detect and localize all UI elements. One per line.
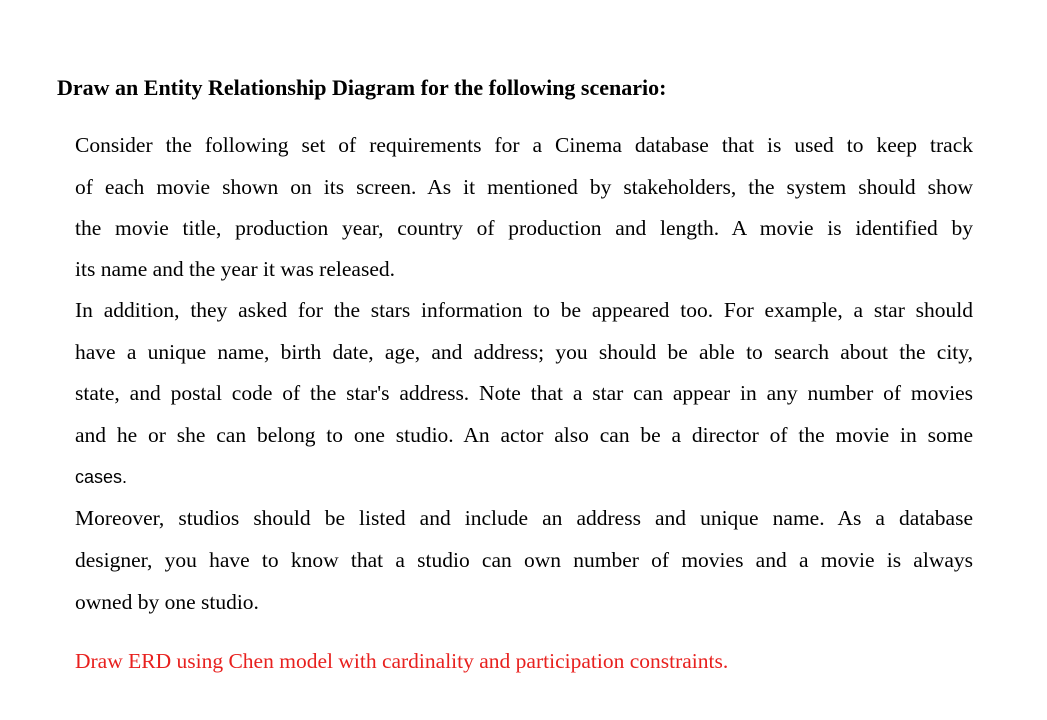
paragraph-line: and he or she can belong to one studio. An actor also can be a director of the movie in some bbox=[75, 423, 973, 447]
erd-instruction: Draw ERD using Chen model with cardinality and participation constraints. bbox=[75, 649, 729, 673]
task-heading: Draw an Entity Relationship Diagram for the following scenario: bbox=[57, 75, 667, 100]
paragraph-line: owned by one studio. bbox=[75, 590, 259, 614]
paragraph-line: its name and the year it was released. bbox=[75, 257, 395, 281]
paragraph-line: state, and postal code of the star's address. Note that a star can appear in any number of movies bbox=[75, 381, 973, 405]
paragraph-line: of each movie shown on its screen. As it mentioned by stakeholders, the system should show bbox=[75, 175, 973, 199]
paragraph-line: the movie title, production year, country of production and length. A movie is identified by bbox=[75, 216, 973, 240]
paragraph-line: designer, you have to know that a studio can own number of movies and a movie is always bbox=[75, 548, 973, 572]
paragraph-line: Moreover, studios should be listed and include an address and unique name. As a database bbox=[75, 506, 973, 530]
paragraph-line: have a unique name, birth date, age, and address; you should be able to search about the city, bbox=[75, 340, 973, 364]
paragraph-line: cases. bbox=[75, 467, 128, 487]
paragraph-line: Consider the following set of requirements for a Cinema database that is used to keep track bbox=[75, 133, 973, 157]
paragraph-line: In addition, they asked for the stars information to be appeared too. For example, a star should bbox=[75, 298, 973, 322]
